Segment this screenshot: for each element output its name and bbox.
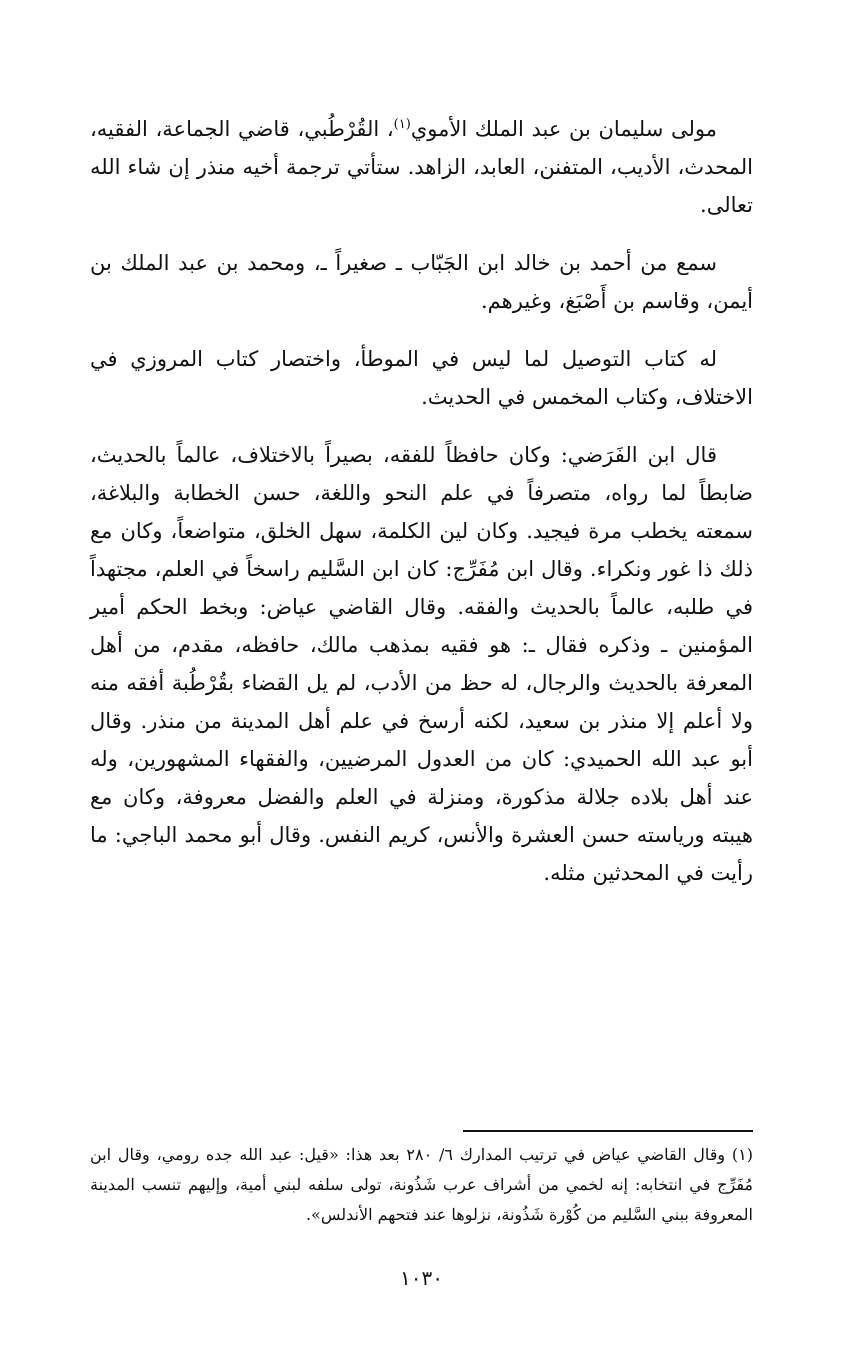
paragraph-biography-start: مولى سليمان بن عبد الملك الأموي xyxy=(410,117,717,141)
page-number: ١٠٣٠ xyxy=(400,1266,443,1290)
footnote-divider xyxy=(463,1130,753,1132)
paragraph-praise: قال ابن الفَرَضي: وكان حافظاً للفقه، بصيراً بالاختلاف، عالماً بالحديث، ضابطاً لما رواه، متصرفاً في علم النحو واللغة، حسن الخطابة والبلاغة، سمعته يخطب مرة فيجيد. وكان لين الكلمة، سهل الخلق، متواضعاً، وكان مع ذلك ذا غور ونكراء. وقال ابن مُفَرِّج: كان ابن السَّليم راسخاً في العلم، مجتهداً في طلبه، عالماً بالحديث والفقه. وقال القاضي عياض: وبخط الحكم أمير المؤمنين ـ وذكره فقال ـ: هو فقيه بمذهب مالك، حافظه، مقدم، من أهل المعرفة بالحديث والرجال، له حظ من الأدب، لم يل القضاء بقُرْطُبة أفقه منه ولا أعلم إلا منذر بن سعيد، لكنه أرسخ في علم أهل المدينة من منذر. وقال أبو عبد الله الحميدي: كان من العدول المرضيين، والفقهاء المشهورين، وله عند أهل بلاده جلالة مذكورة، ومنزلة في العلم والفضل معروفة، وكان مع هيبته ورياسته حسن العشرة والأنس، كريم النفس. وقال أبو محمد الباجي: ما رأيت في المحدثين مثله. xyxy=(90,443,753,885)
paragraph-biography xyxy=(90,110,753,224)
footnote: (١) وقال القاضي عياض في ترتيب المدارك ٦/ ٢٨٠ بعد هذا: «قيل: عبد الله جده رومي، وقال ابن مُفَرِّج في انتخابه: إنه لخمي من أشراف عرب شَذُونة، تولى سلفه لبني أمية، وإليهم تنسب المدينة المعروفة ببني السَّليم من كُوْرة شَذُونة، نزلوها عند فتحهم الأندلس». xyxy=(90,1145,754,1224)
paragraph-works: له كتاب التوصيل لما ليس في الموطأ، واختصار كتاب المروزي في الاختلاف، وكتاب المخمس في الحديث. xyxy=(90,347,753,409)
paragraph-biography-rest: ، القُرْطُبي، قاضي الجماعة، الفقيه، المحدث، الأديب، المتفنن، العابد، الزاهد. ستأتي ترجمة أخيه منذر إن شاء الله تعالى. xyxy=(90,117,753,217)
footnote-reference[interactable]: (١) xyxy=(393,117,411,132)
paragraph-teachers: سمع من أحمد بن خالد ابن الجَبّاب ـ صغيراً ـ، ومحمد بن عبد الملك بن أيمن، وقاسم بن أَصْبَغ، وغيرهم. xyxy=(90,251,753,313)
main-text xyxy=(90,110,753,912)
